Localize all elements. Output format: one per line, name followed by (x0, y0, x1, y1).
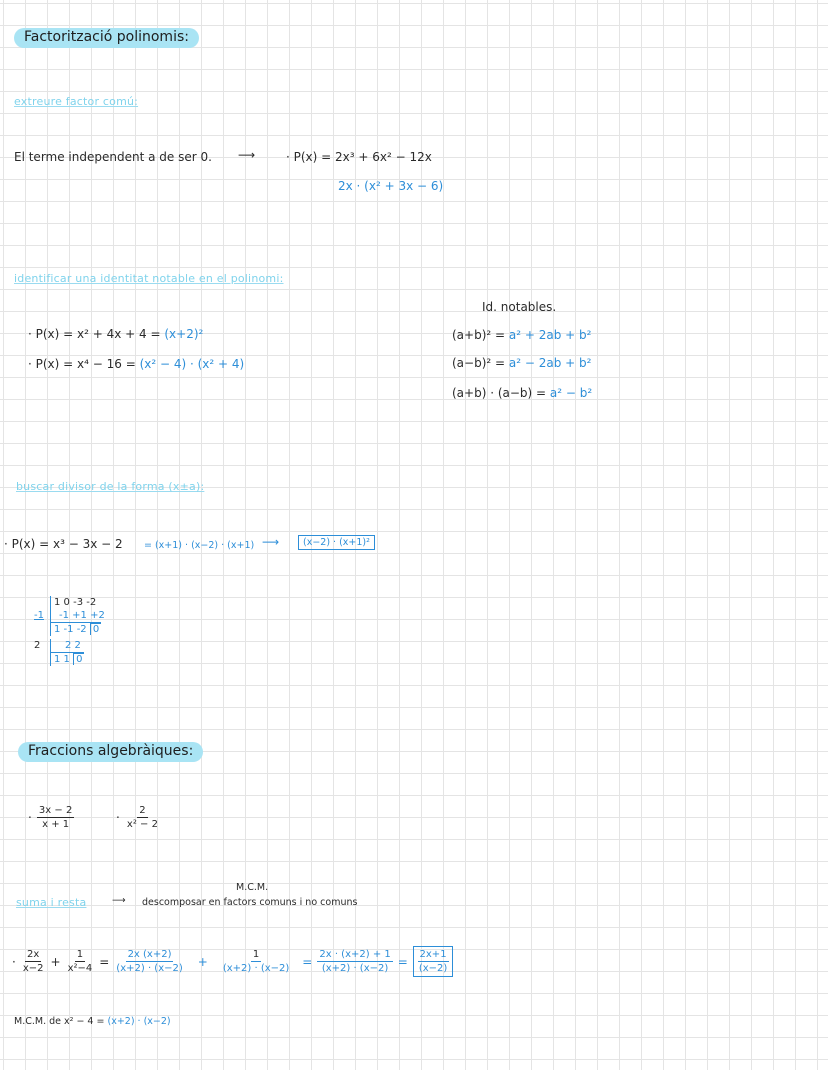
sum-fraction-b-num: 1 (76, 949, 84, 960)
sum-fraction-e-den: (x+2) · (x−2) (321, 963, 389, 974)
divisor-equation-left: · P(x) = x³ − 3x − 2 (4, 537, 123, 551)
bullet-dot: · (28, 810, 32, 825)
notables-title: Id. notables. (482, 300, 557, 314)
ruffini-row1-mid: -1 +1 +2 (50, 609, 105, 622)
identity-example-2 (28, 357, 244, 371)
notable-1 (452, 328, 591, 342)
plus-sign: + (50, 954, 61, 969)
ruffini-row1-result (50, 622, 101, 636)
rule-text: El terme independent a de ser 0. (14, 150, 212, 164)
sum-result-num: 2x+1 (419, 949, 447, 960)
identity-example-2-right: (x² − 4) · (x² + 4) (139, 357, 245, 371)
sum-fraction-a-den: x−2 (22, 963, 44, 974)
sum-fraction-b (66, 948, 95, 975)
notable-3 (452, 386, 592, 400)
fraction-1-numerator: 3x − 2 (38, 805, 73, 816)
identity-example-1-left: · P(x) = x² + 4x + 4 = (28, 327, 161, 341)
title-fraccions: Fraccions algebràiques: (18, 742, 203, 762)
equals-sign: = (99, 954, 110, 969)
sum-result-box (413, 946, 453, 977)
subheading-divisor: buscar divisor de la forma (x±a): (16, 480, 205, 493)
ruffini-table (34, 596, 105, 666)
identity-example-1 (28, 327, 203, 341)
fraction-example-1 (28, 804, 74, 831)
divisor-result-box: (x−2) · (x+1)² (298, 535, 375, 550)
notable-2-right: a² − 2ab + b² (508, 356, 592, 370)
notable-2-left: (a−b)² = (452, 356, 506, 370)
mcm-line (14, 1016, 171, 1027)
sum-fraction-e-num: 2x · (x+2) + 1 (319, 949, 391, 960)
notable-2 (452, 356, 591, 370)
fraction-2-denominator: x² − 2 (126, 819, 158, 830)
sum-fraction-d (221, 948, 291, 975)
fraction-2-numerator: 2 (139, 805, 146, 816)
subheading-factor-comu: extreure factor comú: (14, 95, 139, 108)
notable-1-right: a² + 2ab + b² (508, 328, 592, 342)
sum-fraction-d-den: (x+2) · (x−2) (222, 963, 290, 974)
ruffini-row1-values: 1 -1 -2 (54, 624, 87, 635)
mcm-label: M.C.M. (236, 882, 269, 893)
sum-fraction-c (114, 948, 184, 975)
sum-fraction-e (317, 948, 392, 975)
notable-3-right: a² − b² (549, 386, 593, 400)
sum-fraction-d-num: 1 (252, 949, 260, 960)
ruffini-coeffs: 1 0 -3 -2 (50, 596, 96, 609)
ruffini-divisor-2: 2 (34, 640, 41, 651)
descomposar-text: descomposar en factors comuns i no comuns (142, 897, 358, 908)
fraction-1 (37, 804, 74, 831)
equals-sign: = (397, 954, 408, 969)
ruffini-divisor-1: -1 (34, 610, 44, 621)
sum-fraction-a (21, 948, 46, 975)
subheading-suma-resta: suma i resta (16, 896, 87, 909)
descomposar-arrow-icon: ⟶ (112, 895, 126, 906)
fraction-2 (125, 804, 160, 831)
bullet-dot: · (116, 810, 120, 825)
title-factoritzacio: Factorització polinomis: (14, 28, 199, 48)
example-result: 2x · (x² + 3x − 6) (338, 179, 444, 193)
equals-sign: = (302, 954, 313, 969)
ruffini-row2-values: 1 1 (54, 654, 70, 665)
sum-fraction-c-num: 2x (x+2) (127, 949, 172, 960)
identity-example-2-left: · P(x) = x⁴ − 16 = (28, 357, 136, 371)
sum-fraction-c-den: (x+2) · (x−2) (116, 963, 183, 974)
sum-result-den: (x−2) (418, 963, 448, 974)
identity-example-1-right: (x+2)² (164, 327, 204, 341)
sum-expression (12, 946, 453, 977)
ruffini-row2-result (50, 652, 84, 666)
mcm-line-right: (x+2) · (x−2) (107, 1016, 171, 1027)
implies-arrow-icon: ⟶ (262, 535, 280, 549)
mcm-line-left: M.C.M. de x² − 4 = (14, 1016, 105, 1027)
ruffini-row2-mid: 2 2 (50, 639, 81, 652)
sum-fraction-b-den: x²−4 (67, 963, 93, 974)
divisor-equation-middle: = (x+1) · (x−2) · (x+1) (144, 540, 255, 551)
fraction-1-denominator: x + 1 (42, 819, 70, 830)
example-polynomial: · P(x) = 2x³ + 6x² − 12x (286, 150, 432, 164)
notable-3-left: (a+b) · (a−b) = (452, 386, 547, 400)
plus-sign: + (197, 954, 208, 969)
ruffini-row2-remainder: 0 (73, 653, 84, 665)
arrow-icon: ⟶ (238, 148, 256, 162)
fraction-example-2 (116, 804, 160, 831)
sum-fraction-a-num: 2x (27, 949, 40, 960)
ruffini-row1-remainder: 0 (90, 623, 101, 635)
notable-1-left: (a+b)² = (452, 328, 506, 342)
bullet-dot: · (12, 954, 16, 969)
subheading-identitat-notable: identificar una identitat notable en el polinomi: (14, 272, 284, 285)
